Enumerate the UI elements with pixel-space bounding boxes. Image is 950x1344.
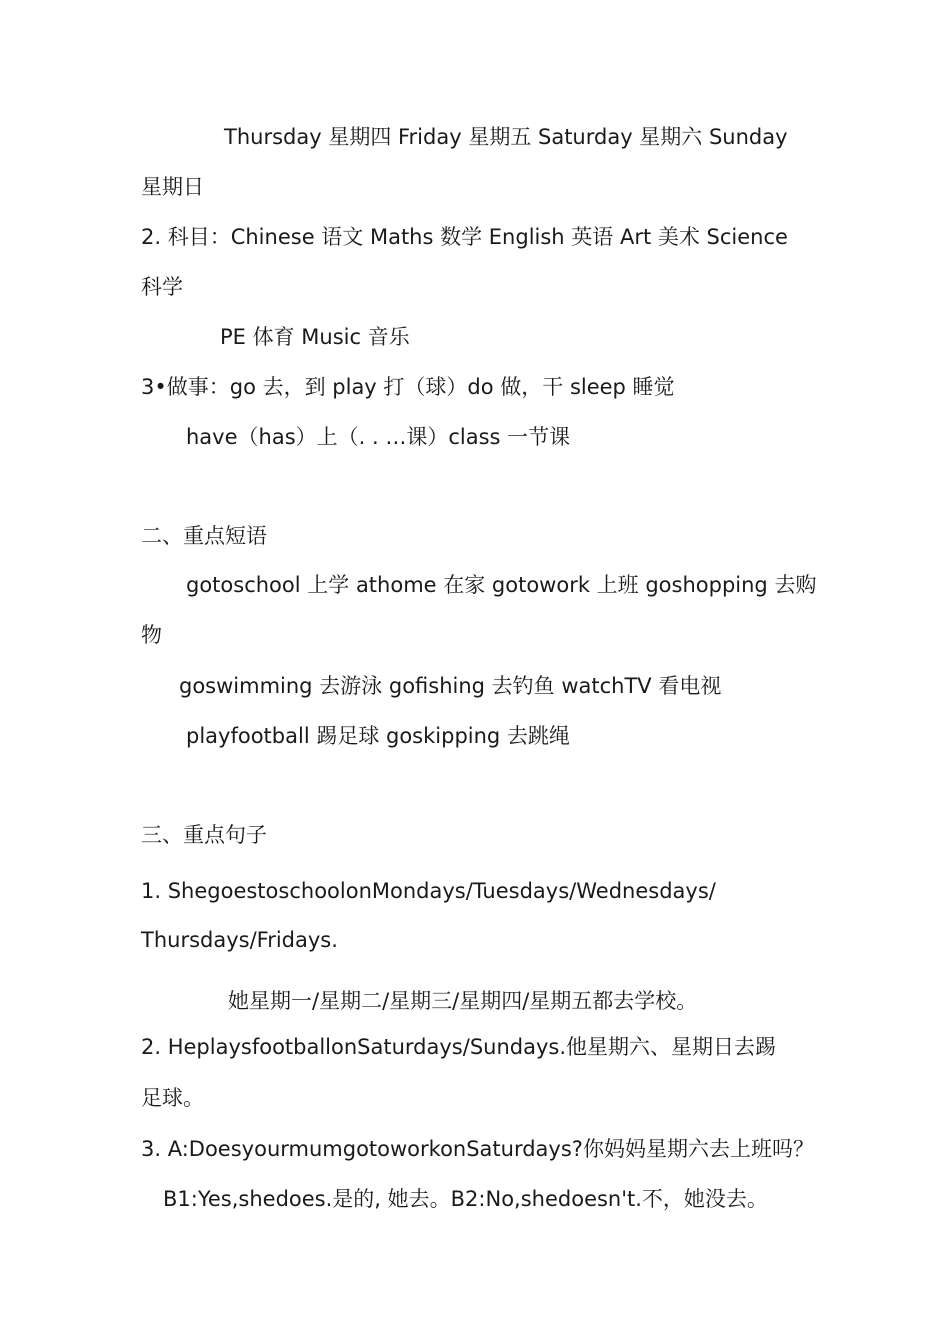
- weekday-line-2: 星期日: [141, 175, 204, 199]
- phrases-line-1: gotoschool 上学 athome 在家 gotowork 上班 goshopping 去购: [186, 573, 817, 597]
- subjects-line-3: PE 体育 Music 音乐: [220, 325, 410, 349]
- subjects-line-1: 2. 科目：Chinese 语文 Maths 数学 English 英语 Art 美术 Science: [141, 225, 788, 249]
- sentence-1-translation: 她星期一/星期二/星期三/星期四/星期五都去学校。: [228, 989, 698, 1013]
- actions-line-2: have（has）上（. . …课）class 一节课: [186, 425, 571, 449]
- phrases-line-3: goswimming 去游泳 gofishing 去钓鱼 watchTV 看电视: [179, 674, 722, 698]
- sentence-3-answers: B1:Yes,shedoes.是的, 她去。B2:No,shedoesn't.不，她没去。: [163, 1187, 768, 1211]
- section-heading-sentences: 三、重点句子: [141, 823, 267, 847]
- subjects-line-2: 科学: [141, 275, 183, 299]
- phrases-line-2: 物: [141, 623, 162, 647]
- sentence-1-line-2: Thursdays/Fridays.: [141, 928, 338, 952]
- weekday-line-1: Thursday 星期四 Friday 星期五 Saturday 星期六 Sunday: [224, 125, 788, 149]
- sentence-3-question: 3. A:DoesyourmumgotoworkonSaturdays?你妈妈星期六去上班吗？: [141, 1137, 814, 1161]
- section-heading-phrases: 二、重点短语: [141, 524, 267, 548]
- actions-line-1: 3•做事：go 去，到 play 打（球）do 做，干 sleep 睡觉: [141, 375, 675, 399]
- sentence-2-line-2: 足球。: [141, 1086, 204, 1110]
- phrases-line-4: playfootball 踢足球 goskipping 去跳绳: [186, 724, 570, 748]
- sentence-2-line-1: 2. HeplaysfootballonSaturdays/Sundays.他星期六、星期日去踢: [141, 1035, 777, 1059]
- sentence-1-line-1: 1. ShegoestoschoolonMondays/Tuesdays/Wednesdays/: [141, 879, 716, 903]
